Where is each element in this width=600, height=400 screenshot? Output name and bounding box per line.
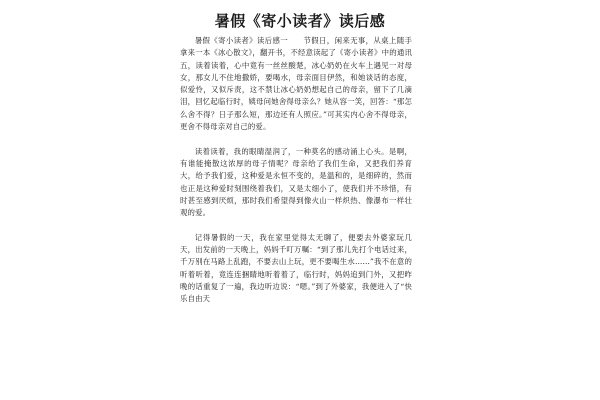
paragraph-1: 暑假《寄小读者》读后感一 节假日，闲来无事，从桌上随手拿来一本《冰心散文》，翻开书，不经意读起了《寄小读者》中的通讯五，读着读着，心中竟有一丝丝酸楚，冰心奶奶在火车上遇见一对母女，那女儿不住地撒娇，要喝水，母亲面目伊然，和她谈话的态度，似爱怜，又似斥责，这不禁让冰心奶奶想起自己的母亲，留下了几滴泪，回忆起临行时，姨母问她舍得母亲么？她从容一笑，回答：“那怎么舍不得？日子那么短，那边还有人照应。”可其实内心舍不得母亲，更舍不得母亲对自己的爱。: [180, 36, 412, 132]
paragraph-gap: [180, 219, 412, 231]
paragraph-gap: [180, 133, 412, 145]
paragraph-2: 读着读着，我的眼睛湿润了，一种莫名的感动涌上心头。是啊，有谁能掩散这浓厚的母子情呢？母亲给了我们生命，又把我们养育大，给予我们爱，这种爱是永恒不变的，是温和的，是细碎的，然而也正是这种爱时刻围绕着我们，又是太细小了，使我们并不珍惜，有时甚至感到厌烦，那时我们希望得到像火山一样炽热、像瀑布一样壮观的爱。: [180, 146, 412, 218]
paragraph-3: 记得暑假的一天，我在家里觉得太无聊了，便要去外婆家玩几天，出发前的一天晚上，妈妈千叮万嘱：“到了那儿先打个电话过来，千万别在马路上乱跑，不要去山上玩，更不要喝生水……”我不在意的听着听着，竟连连捆睛地听着着了，临行时，妈妈追到门外，又把昨晚的话重复了一遍，我边听边说：“嗯。”到了外婆家，我便进入了“快乐自由天: [180, 232, 412, 304]
document-body: [180, 35, 412, 306]
document-title: 暑假《寄小读者》读后感: [214, 12, 386, 30]
